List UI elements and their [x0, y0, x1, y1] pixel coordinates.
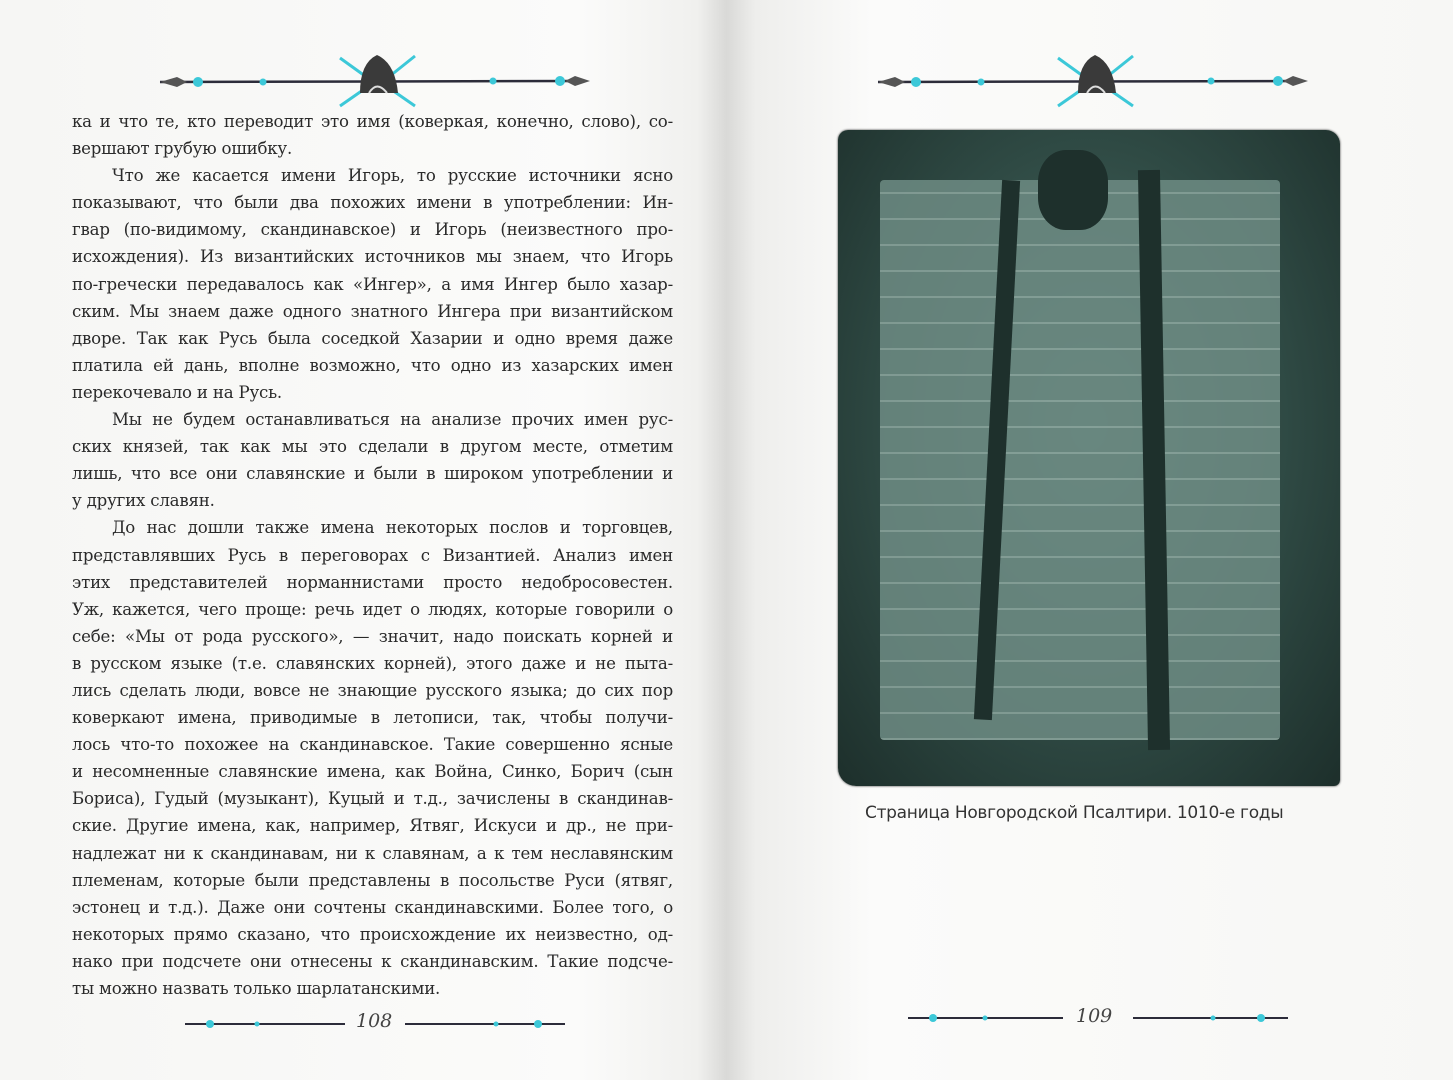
text-line: Бориса), Гудый (музыкант), Куцый и т.д., зачислены в скандинав- — [72, 789, 673, 809]
figure-caption: Страница Новгородской Псалтири. 1010-е годы — [865, 803, 1284, 823]
manuscript-photo — [838, 130, 1340, 786]
page-number: 108 — [356, 1010, 393, 1032]
text-line: ских князей, так как мы это сделали в другом месте, отметим — [72, 437, 673, 457]
text-line: лось что-то похожее на скандинавское. Такие совершенно ясные — [72, 735, 673, 755]
text-line: ские. Другие имена, как, например, Ятвяг, Искуси и др., не при- — [72, 816, 673, 836]
text-line: этих представителей норманнистами просто недобросовестен. — [72, 572, 673, 592]
text-line: исхождения). Из византийских источников мы знаем, что Игорь — [72, 247, 673, 267]
text-line: лись сделать люди, вовсе не знающие русского языка; до сих пор — [72, 680, 673, 700]
text-line: у других славян. — [72, 491, 215, 511]
text-line: ка и что те, кто переводит это имя (коверкая, конечно, слово), со- — [72, 112, 673, 131]
text-line: и несомненные славянские имена, как Война, Синко, Борич (сын — [72, 762, 673, 782]
header-ornament-icon — [873, 48, 1313, 108]
text-line: эстонец и т.д.). Даже они сочтены скандинавскими. Более того, о — [72, 897, 673, 917]
text-line: Уж, кажется, чего проще: речь идет о людях, которые говорили о — [72, 599, 673, 619]
right-page — [728, 0, 1453, 1080]
text-line: ским. Мы знаем даже одного знатного Ингера при византийском — [72, 301, 673, 321]
text-line: представлявших Русь в переговорах с Византией. Анализ имен — [72, 545, 673, 565]
text-line: дворе. Так как Русь была соседкой Хазарии и одно время даже — [72, 328, 673, 348]
text-line: Мы не будем останавливаться на анализе прочих имен рус- — [112, 410, 673, 430]
text-line: некоторых прямо сказано, что происхождение их неизвестно, од- — [72, 924, 673, 944]
text-line: по-гречески передавалось как «Ингер», а имя Ингер было хазар- — [72, 274, 673, 294]
text-line: вершают грубую ошибку. — [72, 139, 293, 159]
text-line: нако при подсчете они отнесены к скандинавским. Такие подсче- — [72, 951, 673, 971]
body-text — [72, 108, 673, 1002]
header-ornament-icon — [155, 48, 595, 108]
text-line: коверкают имена, приводимые в летописи, так, чтобы получи- — [72, 708, 673, 728]
text-line: гвар (по-видимому, скандинавское) и Игорь (неизвестного про- — [72, 220, 673, 240]
text-line: Что же касается имени Игорь, то русские источники ясно — [112, 166, 673, 186]
text-line: в русском языке (т.е. славянских корней), этого даже и не пыта- — [72, 653, 673, 673]
text-line: показывают, что были два похожих имени в употреблении: Ин- — [72, 193, 673, 213]
page-number: 109 — [1076, 1005, 1113, 1027]
text-line: себе: «Мы от рода русского», — значит, надо поискать корней и — [72, 626, 673, 646]
text-line: перекочевало и на Русь. — [72, 382, 283, 402]
text-line: лишь, что все они славянские и были в широком употреблении и — [72, 464, 673, 484]
text-line: ты можно назвать только шарлатанскими. — [72, 979, 441, 998]
text-line: платила ей дань, вполне возможно, что одно из хазарских имен — [72, 355, 673, 375]
text-line: надлежат ни к скандинавам, ни к славянам, а к тем неславянским — [72, 843, 673, 863]
text-line: племенам, которые были представлены в посольстве Руси (ятвяг, — [72, 870, 673, 890]
text-line: До нас дошли также имена некоторых послов и торговцев, — [112, 518, 673, 538]
